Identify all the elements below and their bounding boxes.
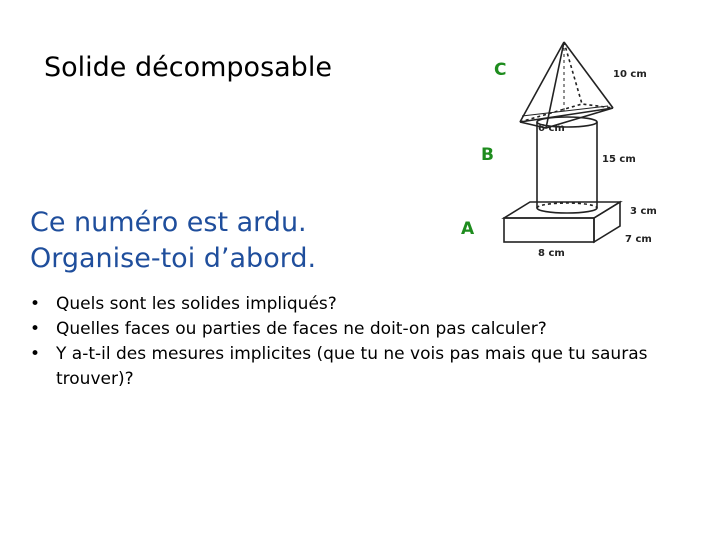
dim-pyramid-base: 6 cm [538, 123, 565, 134]
bullet-text: Y a-t-il des mesures implicites (que tu ne vois pas mais que tu sauras trouver)? [56, 344, 648, 389]
composite-solid-figure [498, 36, 678, 266]
bullet-text: Quels sont les solides impliqués? [56, 294, 337, 314]
bullet-item [28, 342, 708, 392]
subtitle-line-1: Ce numéro est ardu. [30, 207, 307, 238]
prism-shape [504, 202, 620, 242]
slide-title: Solide décomposable [44, 52, 332, 83]
bullet-list [28, 292, 708, 392]
bullet-marker: • [30, 319, 41, 339]
dim-prism-height: 3 cm [630, 206, 657, 217]
subtitle [30, 205, 316, 277]
label-b: B [481, 145, 494, 165]
label-a: A [461, 219, 475, 239]
bullet-marker: • [30, 294, 41, 314]
dim-cylinder-height: 15 cm [602, 154, 636, 165]
bullet-text: Quelles faces ou parties de faces ne doit-on pas calculer? [56, 319, 547, 339]
dim-pyramid-slant: 10 cm [613, 69, 647, 80]
subtitle-line-2: Organise-toi d’abord. [30, 243, 317, 274]
bullet-item [28, 317, 708, 342]
dim-prism-length: 8 cm [538, 248, 565, 259]
bullet-marker: • [30, 344, 41, 364]
dim-prism-width: 7 cm [625, 234, 652, 245]
pyramid-shape [520, 42, 613, 128]
bullet-item [28, 292, 708, 317]
label-c: C [494, 60, 507, 80]
